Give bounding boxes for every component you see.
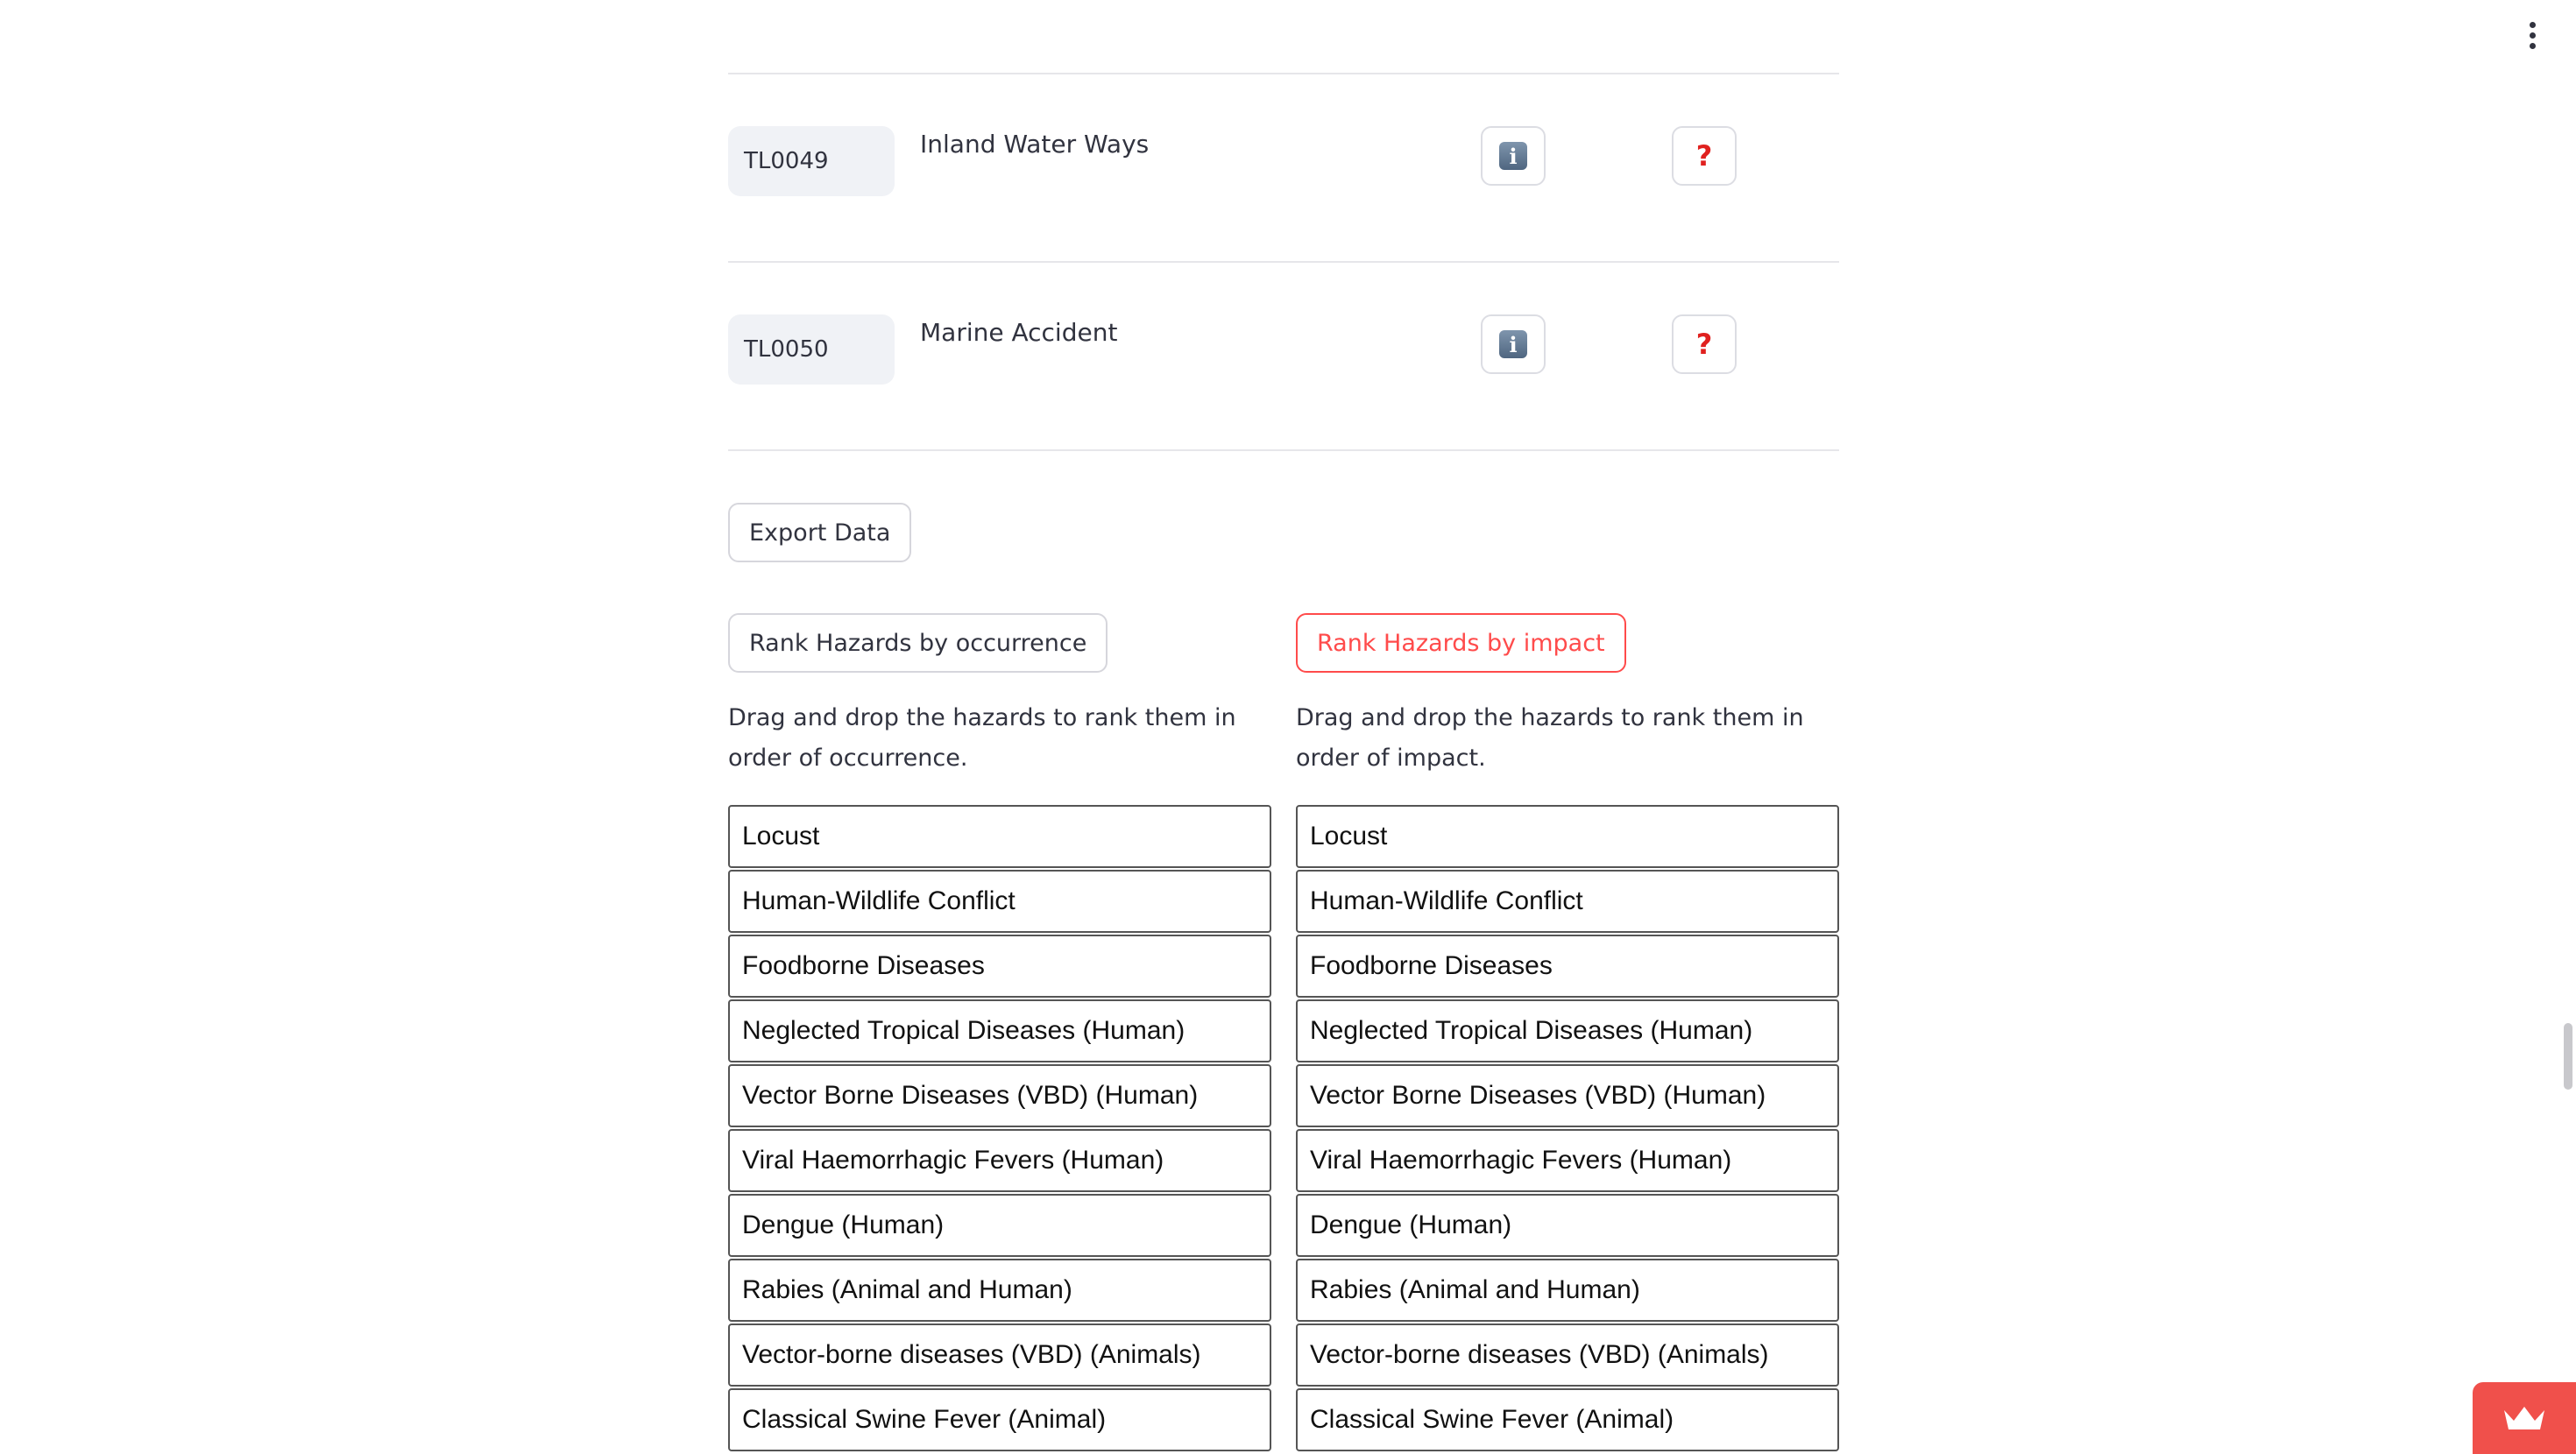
menu-dot <box>2530 22 2536 28</box>
sortable-item[interactable]: Viral Haemorrhagic Fevers (Human) <box>1296 1129 1839 1192</box>
sortable-item[interactable]: Neglected Tropical Diseases (Human) <box>1296 999 1839 1062</box>
hazard-name: Marine Accident <box>920 318 1118 347</box>
sortable-item[interactable]: Dengue (Human) <box>728 1194 1271 1257</box>
menu-dot <box>2530 43 2536 49</box>
sortable-item[interactable]: Neglected Tropical Diseases (Human) <box>728 999 1271 1062</box>
sortable-item[interactable]: Vector Borne Diseases (VBD) (Human) <box>728 1064 1271 1127</box>
sortable-item[interactable]: Viral Haemorrhagic Fevers (Human) <box>728 1129 1271 1192</box>
info-button[interactable] <box>1481 314 1546 374</box>
divider <box>728 449 1839 451</box>
sortable-item[interactable]: Classical Swine Fever (Animal) <box>1296 1388 1839 1451</box>
hazard-code-field[interactable] <box>728 126 895 196</box>
streamlit-badge[interactable] <box>2473 1382 2576 1454</box>
occurrence-instructions: Drag and drop the hazards to rank them in order of occurrence. <box>728 704 1236 772</box>
divider <box>728 73 1839 74</box>
hazard-row <box>728 314 1839 420</box>
sortable-item[interactable]: Human-Wildlife Conflict <box>728 870 1271 933</box>
main-menu-button[interactable] <box>2515 18 2550 53</box>
help-button[interactable] <box>1672 314 1737 374</box>
help-icon: ? <box>1695 139 1713 173</box>
sortable-item[interactable]: Foodborne Diseases <box>728 935 1271 998</box>
hazard-code: TL0049 <box>744 148 829 174</box>
rank-by-occurrence-button[interactable]: Rank Hazards by occurrence <box>728 613 1108 673</box>
crown-icon <box>2502 1403 2547 1433</box>
sortable-item[interactable]: Classical Swine Fever (Animal) <box>728 1388 1271 1451</box>
sortable-item[interactable]: Foodborne Diseases <box>1296 935 1839 998</box>
sortable-item[interactable]: Vector-borne diseases (VBD) (Animals) <box>1296 1323 1839 1387</box>
sortable-item[interactable]: Vector Borne Diseases (VBD) (Human) <box>1296 1064 1839 1127</box>
help-icon: ? <box>1695 328 1713 361</box>
export-data-button[interactable]: Export Data <box>728 503 911 562</box>
hazard-row <box>728 126 1839 231</box>
sortable-item[interactable]: Vector-borne diseases (VBD) (Animals) <box>728 1323 1271 1387</box>
sortable-item[interactable]: Locust <box>1296 805 1839 868</box>
help-button[interactable] <box>1672 126 1737 186</box>
scrollbar-thumb[interactable] <box>2564 1023 2572 1090</box>
occurrence-sortable-list <box>728 805 1271 1453</box>
rank-by-impact-button[interactable]: Rank Hazards by impact <box>1296 613 1626 673</box>
hazard-code: TL0050 <box>744 336 829 363</box>
info-icon: i <box>1499 142 1527 170</box>
menu-dot <box>2530 32 2536 39</box>
hazard-name: Inland Water Ways <box>920 130 1150 159</box>
impact-sortable-list <box>1296 805 1839 1453</box>
info-button[interactable] <box>1481 126 1546 186</box>
sortable-item[interactable]: Dengue (Human) <box>1296 1194 1839 1257</box>
sortable-item[interactable]: Locust <box>728 805 1271 868</box>
info-icon: i <box>1499 330 1527 358</box>
sortable-item[interactable]: Rabies (Animal and Human) <box>1296 1259 1839 1322</box>
hazard-code-field[interactable] <box>728 314 895 385</box>
sortable-item[interactable]: Rabies (Animal and Human) <box>728 1259 1271 1322</box>
sortable-item[interactable]: Human-Wildlife Conflict <box>1296 870 1839 933</box>
divider <box>728 261 1839 263</box>
impact-instructions: Drag and drop the hazards to rank them in order of impact. <box>1296 704 1804 772</box>
